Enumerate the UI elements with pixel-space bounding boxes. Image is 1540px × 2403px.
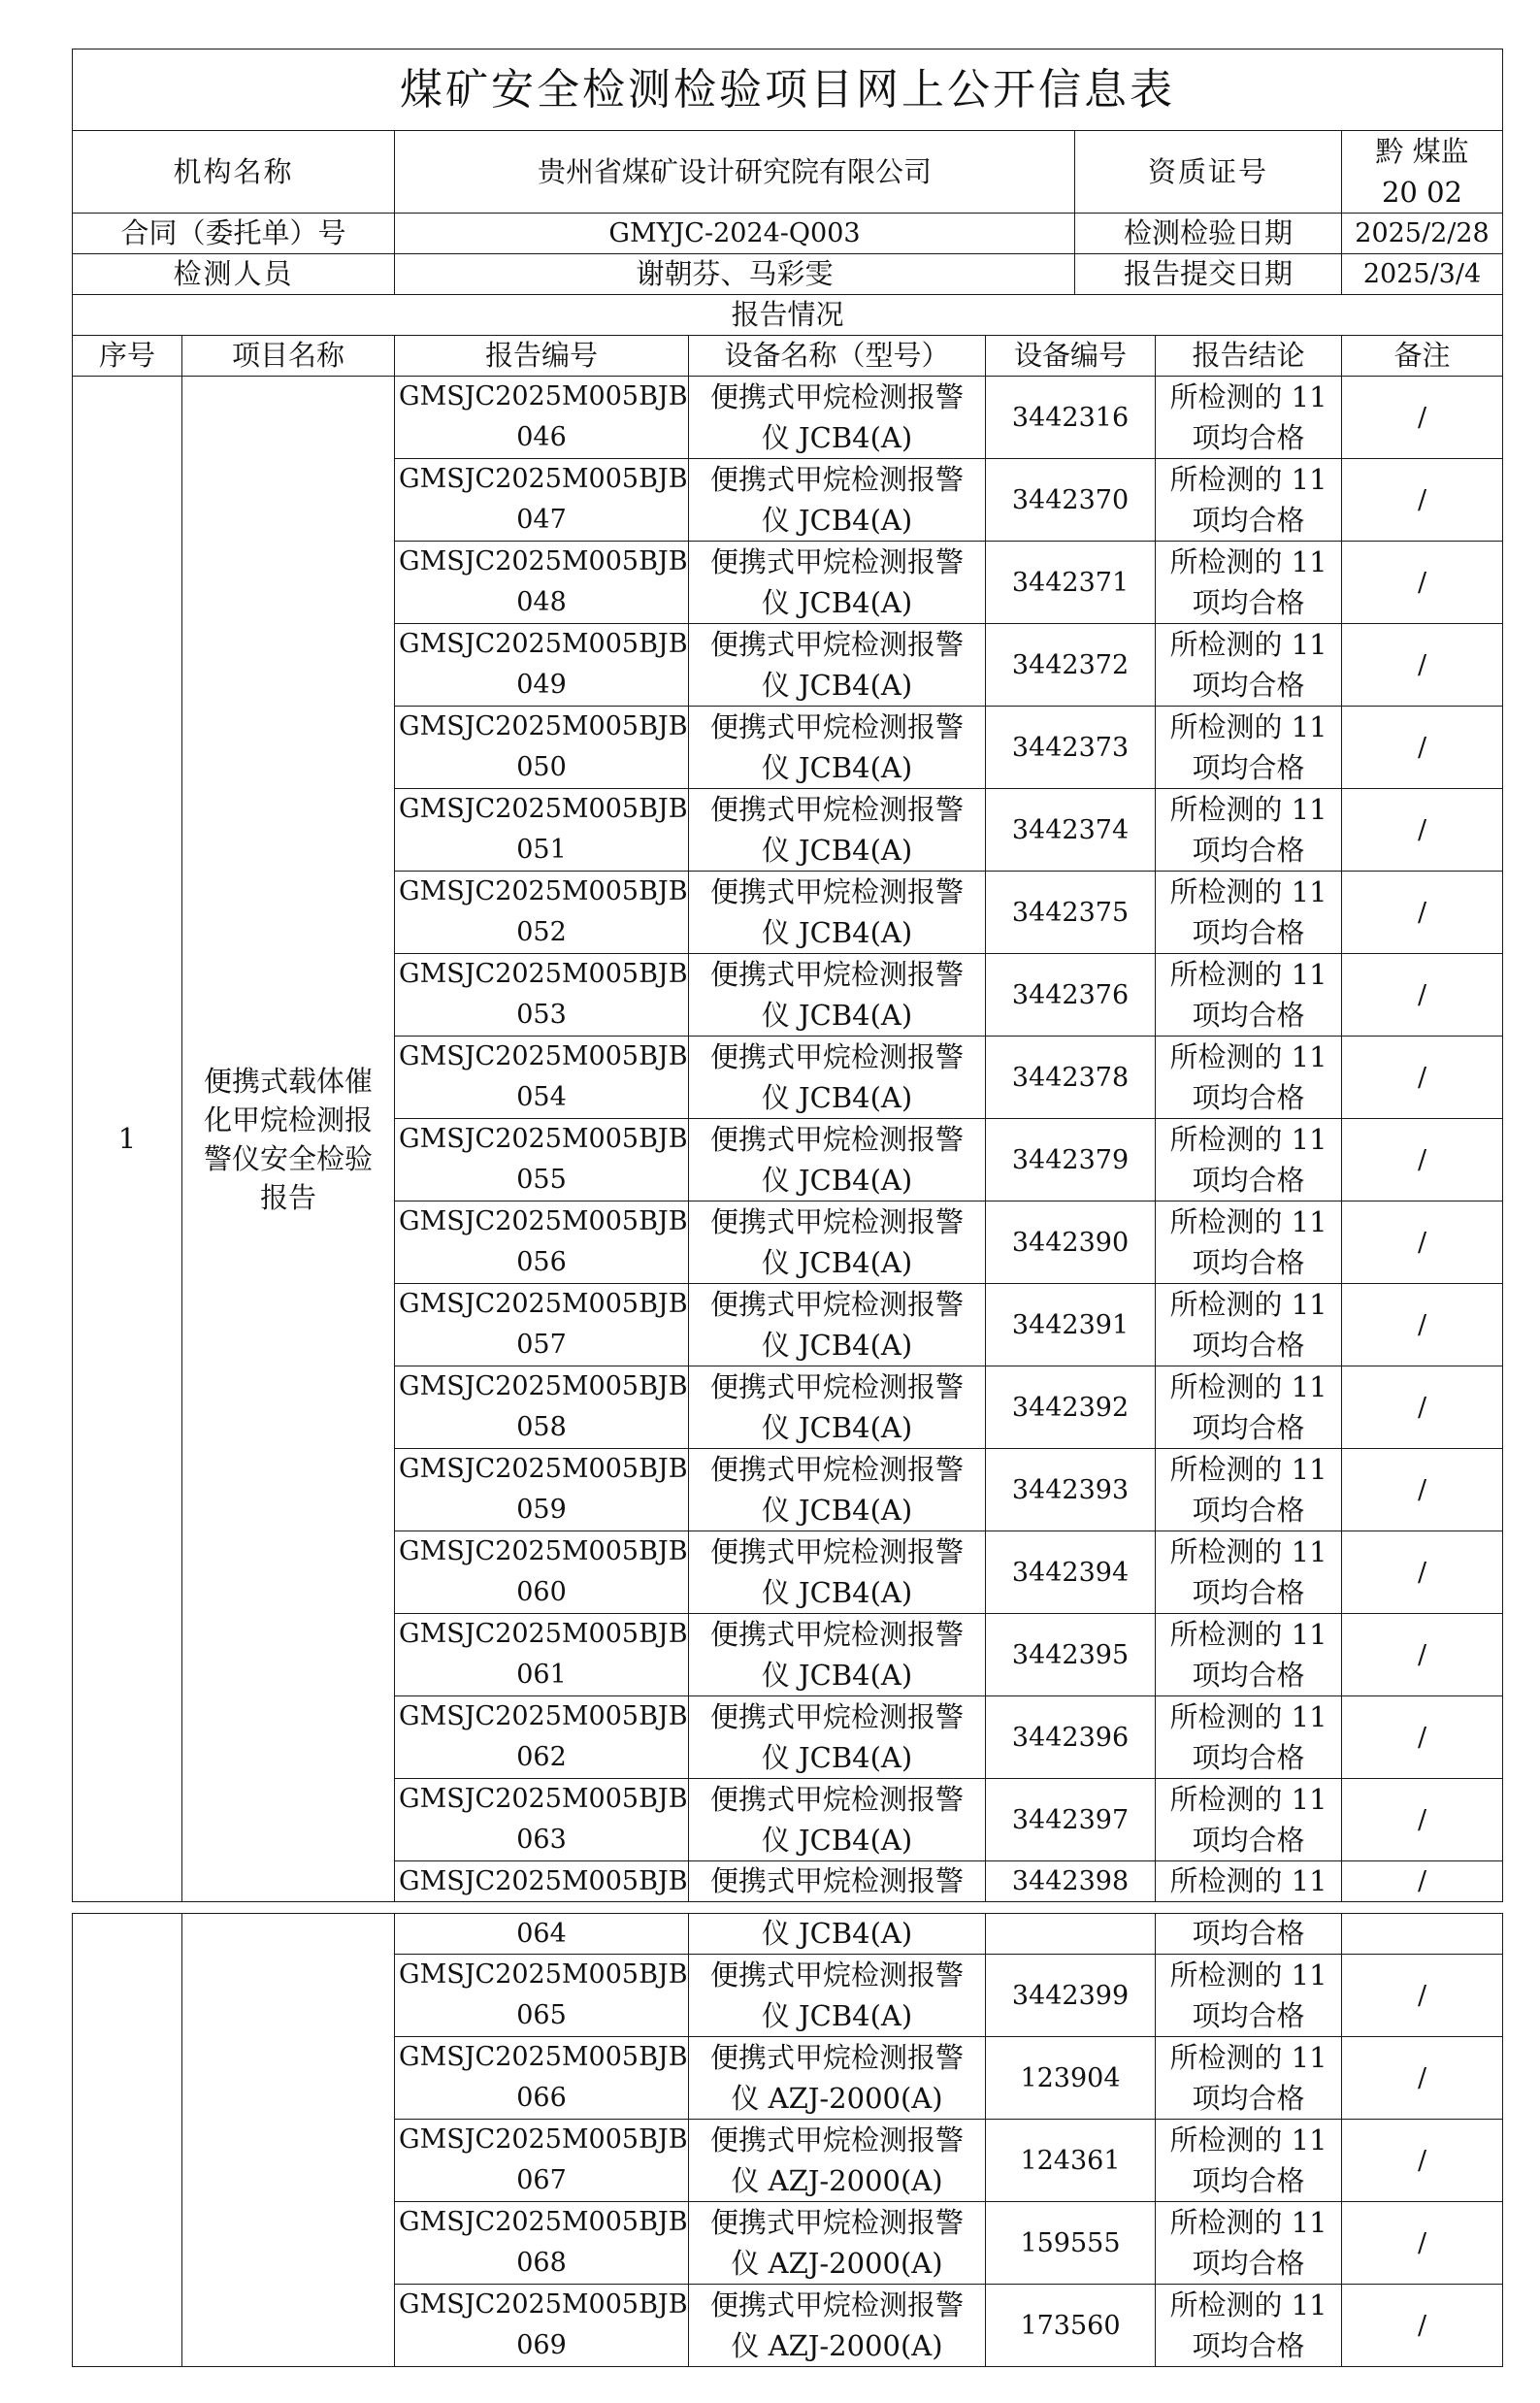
device-name-line2: 仪 JCB4(A) xyxy=(761,1659,913,1692)
item-name xyxy=(182,377,395,1902)
device-name xyxy=(689,872,986,954)
continued-table xyxy=(72,1913,1503,2367)
report-no-line1: GMSJC2025M005BJB xyxy=(399,1371,688,1401)
org-label: 机构名称 xyxy=(73,131,395,214)
device-name xyxy=(689,1284,986,1366)
remark: / xyxy=(1342,872,1503,954)
device-name-line1: 便携式甲烷检测报警 xyxy=(709,1783,964,1816)
device-name-line2: 仪 JCB4(A) xyxy=(761,669,913,702)
report-result-line2: 项均合格 xyxy=(1192,421,1305,454)
report-result-line1: 所检测的 11 xyxy=(1169,2041,1327,2074)
report-no-line2: 055 xyxy=(516,1165,567,1195)
report-result-line2: 项均合格 xyxy=(1192,504,1305,537)
device-name xyxy=(689,542,986,624)
report-no-line2: 067 xyxy=(516,2165,567,2195)
device-serial: 3442394 xyxy=(986,1531,1156,1614)
remark: / xyxy=(1342,789,1503,872)
page-title: 煤矿安全检测检验项目网上公开信息表 xyxy=(73,49,1503,131)
report-result-line1: 所检测的 11 xyxy=(1169,628,1327,661)
report-no-line1: GMSJC2025M005BJB xyxy=(399,959,688,989)
device-name-line2: 仪 JCB4(A) xyxy=(761,1999,913,2032)
report-no-line2: 066 xyxy=(516,2083,567,2113)
device-serial: 3442370 xyxy=(986,459,1156,542)
report-result-line1: 所检测的 11 xyxy=(1169,1453,1327,1486)
report-result-line1: 所检测的 11 xyxy=(1169,793,1327,826)
device-serial: 3442375 xyxy=(986,872,1156,954)
remark: / xyxy=(1342,2285,1503,2367)
report-no-line1: GMSJC2025M005BJB xyxy=(399,1289,688,1319)
device-name-line1: 便携式甲烷检测报警 xyxy=(709,875,964,908)
remark: / xyxy=(1342,1531,1503,1614)
submit-label: 报告提交日期 xyxy=(1075,254,1342,295)
report-result-line2: 项均合格 xyxy=(1192,834,1305,867)
report-result-line2: 项均合格 xyxy=(1192,1329,1305,1362)
device-name-line2: 仪 JCB4(A) xyxy=(761,916,913,949)
report-no xyxy=(395,1696,689,1779)
report-result xyxy=(1156,377,1342,459)
report-no-line1: GMSJC2025M005BJB xyxy=(399,1124,688,1154)
device-serial: 3442395 xyxy=(986,1614,1156,1696)
device-name-line1: 便携式甲烷检测报警 xyxy=(709,1370,964,1403)
report-result-line1: 所检测的 11 xyxy=(1169,1205,1327,1238)
report-result-line2: 项均合格 xyxy=(1192,1659,1305,1692)
report-no-line1: GMSJC2025M005BJB xyxy=(399,381,688,411)
report-result xyxy=(1156,624,1342,707)
device-name-line1: 便携式甲烷检测报警 xyxy=(709,710,964,743)
report-result xyxy=(1156,1779,1342,1861)
report-result-line2: 项均合格 xyxy=(1192,1999,1305,2032)
report-no xyxy=(395,1449,689,1531)
report-result xyxy=(1156,954,1342,1037)
org-value: 贵州省煤矿设计研究院有限公司 xyxy=(395,131,1075,214)
device-name-line2: 仪 JCB4(A) xyxy=(761,1494,913,1527)
report-no xyxy=(395,2037,689,2120)
report-no-line1: GMSJC2025M005BJB xyxy=(399,2207,688,2237)
cert-label: 资质证号 xyxy=(1075,131,1342,214)
report-result-line2: 项均合格 xyxy=(1192,1494,1305,1527)
header-result: 报告结论 xyxy=(1156,336,1342,377)
section-title: 报告情况 xyxy=(73,295,1503,336)
report-result-line2: 项均合格 xyxy=(1192,669,1305,702)
report-no xyxy=(395,2120,689,2202)
report-result-line1: 所检测的 11 xyxy=(1169,1618,1327,1651)
device-serial xyxy=(986,1914,1156,1955)
report-result xyxy=(1156,2202,1342,2285)
report-no xyxy=(395,2285,689,2367)
report-no-line2: 051 xyxy=(516,835,567,865)
item-name-line: 便携式载体催 xyxy=(203,1064,373,1098)
report-no xyxy=(395,1119,689,1202)
report-result xyxy=(1156,1614,1342,1696)
device-name-line2: 仪 AZJ-2000(A) xyxy=(731,2082,943,2115)
cert-value-line1: 黔 煤监 xyxy=(1375,135,1469,168)
device-name-line1: 便携式甲烷检测报警 xyxy=(709,628,964,661)
report-result-line2: 项均合格 xyxy=(1192,999,1305,1032)
device-name-line1: 便携式甲烷检测报警 xyxy=(709,1205,964,1238)
report-result-line2: 项均合格 xyxy=(1192,1411,1305,1444)
device-name-line2: 仪 JCB4(A) xyxy=(761,1164,913,1197)
report-no xyxy=(395,707,689,789)
report-result-line1: 所检测的 11 xyxy=(1169,1040,1327,1073)
remark: / xyxy=(1342,1366,1503,1449)
device-name-line1: 便携式甲烷检测报警 xyxy=(709,463,964,496)
report-no xyxy=(395,1366,689,1449)
device-name-line1: 便携式甲烷检测报警 xyxy=(709,1453,964,1486)
device-name xyxy=(689,1366,986,1449)
remark: / xyxy=(1342,1284,1503,1366)
report-no-line1: GMSJC2025M005BJB xyxy=(399,546,688,576)
report-no: 064 xyxy=(395,1914,689,1955)
report-no-line2: 063 xyxy=(516,1825,567,1855)
report-no-line2: 058 xyxy=(516,1412,567,1442)
device-name xyxy=(689,1955,986,2037)
report-result-line2: 项均合格 xyxy=(1192,1246,1305,1279)
remark: / xyxy=(1342,1955,1503,2037)
device-serial: 3442397 xyxy=(986,1779,1156,1861)
contract-value: GMYJC-2024-Q003 xyxy=(395,214,1075,254)
remark: / xyxy=(1342,954,1503,1037)
device-serial: 3442316 xyxy=(986,377,1156,459)
report-no-line2: 061 xyxy=(516,1660,567,1690)
report-no xyxy=(395,2202,689,2285)
device-name xyxy=(689,1614,986,1696)
device-name-line2: 仪 JCB4(A) xyxy=(761,1246,913,1279)
device-name xyxy=(689,1037,986,1119)
report-result: 所检测的 11 xyxy=(1156,1861,1342,1902)
item-seq: 1 xyxy=(73,377,182,1902)
report-no-line2: 050 xyxy=(516,752,567,782)
device-name xyxy=(689,1119,986,1202)
remark: / xyxy=(1342,1779,1503,1861)
submit-value: 2025/3/4 xyxy=(1342,254,1503,295)
header-report-no: 报告编号 xyxy=(395,336,689,377)
device-serial: 124361 xyxy=(986,2120,1156,2202)
remark: / xyxy=(1342,1449,1503,1531)
report-no-line1: GMSJC2025M005BJB xyxy=(399,629,688,659)
device-name-line2: 仪 JCB4(A) xyxy=(761,1411,913,1444)
report-result-line1: 所检测的 11 xyxy=(1169,1535,1327,1568)
report-result-line2: 项均合格 xyxy=(1192,1081,1305,1114)
report-result-line1: 所检测的 11 xyxy=(1169,463,1327,496)
item-name-line: 报告 xyxy=(259,1180,316,1214)
report-result-line1: 所检测的 11 xyxy=(1169,545,1327,578)
report-no xyxy=(395,1202,689,1284)
report-no-line1: GMSJC2025M005BJB xyxy=(399,711,688,741)
device-name-line1: 便携式甲烷检测报警 xyxy=(709,1700,964,1733)
device-name-line2: 仪 JCB4(A) xyxy=(761,751,913,784)
report-no-line1: GMSJC2025M005BJB xyxy=(399,464,688,494)
device-name xyxy=(689,954,986,1037)
report-no-line2: 056 xyxy=(516,1247,567,1277)
report-no: GMSJC2025M005BJB xyxy=(395,1861,689,1902)
device-serial: 3442371 xyxy=(986,542,1156,624)
device-name-line1: 便携式甲烷检测报警 xyxy=(709,1288,964,1321)
device-name: 便携式甲烷检测报警 xyxy=(689,1861,986,1902)
device-name xyxy=(689,789,986,872)
remark: / xyxy=(1342,1202,1503,1284)
report-result-line2: 项均合格 xyxy=(1192,2247,1305,2280)
report-no-line1: GMSJC2025M005BJB xyxy=(399,1041,688,1071)
device-serial: 3442391 xyxy=(986,1284,1156,1366)
report-result xyxy=(1156,2285,1342,2367)
device-serial: 159555 xyxy=(986,2202,1156,2285)
device-name-line1: 便携式甲烷检测报警 xyxy=(709,1959,964,1992)
report-result: 项均合格 xyxy=(1156,1914,1342,1955)
device-name xyxy=(689,1531,986,1614)
device-name xyxy=(689,2202,986,2285)
report-result xyxy=(1156,789,1342,872)
device-serial: 3442376 xyxy=(986,954,1156,1037)
report-no-line2: 046 xyxy=(516,422,567,452)
header-seq: 序号 xyxy=(73,336,182,377)
device-serial: 3442378 xyxy=(986,1037,1156,1119)
header-serial: 设备编号 xyxy=(986,336,1156,377)
report-no-line1: GMSJC2025M005BJB xyxy=(399,794,688,824)
device-name xyxy=(689,707,986,789)
report-no-line2: 069 xyxy=(516,2330,567,2360)
device-name-line2: 仪 AZJ-2000(A) xyxy=(731,2329,943,2362)
report-no xyxy=(395,789,689,872)
report-no-line1: GMSJC2025M005BJB xyxy=(399,1206,688,1236)
contract-label: 合同（委托单）号 xyxy=(73,214,395,254)
report-no-line1: GMSJC2025M005BJB xyxy=(399,2042,688,2072)
report-no-line1: GMSJC2025M005BJB xyxy=(399,1619,688,1649)
report-no xyxy=(395,377,689,459)
device-serial: 3442392 xyxy=(986,1366,1156,1449)
report-result-line1: 所检测的 11 xyxy=(1169,875,1327,908)
report-result-line2: 项均合格 xyxy=(1192,1164,1305,1197)
date-label: 检测检验日期 xyxy=(1075,214,1342,254)
device-name-line2: 仪 JCB4(A) xyxy=(761,421,913,454)
remark: / xyxy=(1342,1037,1503,1119)
report-result xyxy=(1156,2120,1342,2202)
report-no-line2: 068 xyxy=(516,2248,567,2278)
item-name-line: 化甲烷检测报 xyxy=(203,1103,373,1136)
report-no-line2: 052 xyxy=(516,917,567,947)
report-result-line2: 项均合格 xyxy=(1192,1824,1305,1857)
device-name xyxy=(689,1696,986,1779)
report-result-line2: 项均合格 xyxy=(1192,2082,1305,2115)
device-serial: 3442393 xyxy=(986,1449,1156,1531)
device-name-line2: 仪 JCB4(A) xyxy=(761,586,913,619)
header-project: 项目名称 xyxy=(182,336,395,377)
device-name xyxy=(689,624,986,707)
report-no-line1: GMSJC2025M005BJB xyxy=(399,876,688,906)
report-result xyxy=(1156,1037,1342,1119)
device-name xyxy=(689,2120,986,2202)
remark: / xyxy=(1342,624,1503,707)
report-no xyxy=(395,459,689,542)
report-result xyxy=(1156,1955,1342,2037)
report-result-line2: 项均合格 xyxy=(1192,2164,1305,2197)
device-name xyxy=(689,1779,986,1861)
report-no xyxy=(395,872,689,954)
device-serial: 123904 xyxy=(986,2037,1156,2120)
report-result xyxy=(1156,1696,1342,1779)
report-no-line2: 047 xyxy=(516,505,567,535)
remark: / xyxy=(1342,542,1503,624)
report-result-line1: 所检测的 11 xyxy=(1169,380,1327,413)
report-no xyxy=(395,1037,689,1119)
device-serial: 3442399 xyxy=(986,1955,1156,2037)
report-result-line1: 所检测的 11 xyxy=(1169,958,1327,991)
device-name xyxy=(689,377,986,459)
remark: / xyxy=(1342,1614,1503,1696)
device-name: 仪 JCB4(A) xyxy=(689,1914,986,1955)
staff-value: 谢朝芬、马彩雯 xyxy=(395,254,1075,295)
report-result-line1: 所检测的 11 xyxy=(1169,1783,1327,1816)
remark: / xyxy=(1342,377,1503,459)
remark: / xyxy=(1342,1861,1503,1902)
remark xyxy=(1342,1914,1503,1955)
report-no-line1: GMSJC2025M005BJB xyxy=(399,1701,688,1731)
device-name-line1: 便携式甲烷检测报警 xyxy=(709,1618,964,1651)
report-no xyxy=(395,542,689,624)
report-result-line1: 所检测的 11 xyxy=(1169,1123,1327,1156)
report-no-line1: GMSJC2025M005BJB xyxy=(399,1959,688,1990)
device-name xyxy=(689,1202,986,1284)
report-no-line2: 060 xyxy=(516,1577,567,1607)
staff-label: 检测人员 xyxy=(73,254,395,295)
remark: / xyxy=(1342,1696,1503,1779)
report-result-line2: 项均合格 xyxy=(1192,1576,1305,1609)
report-result-line2: 项均合格 xyxy=(1192,586,1305,619)
report-result-line2: 项均合格 xyxy=(1192,2329,1305,2362)
device-serial: 3442398 xyxy=(986,1861,1156,1902)
report-result-line2: 项均合格 xyxy=(1192,751,1305,784)
report-no xyxy=(395,624,689,707)
remark: / xyxy=(1342,707,1503,789)
report-result-line1: 所检测的 11 xyxy=(1169,1288,1327,1321)
report-result-line1: 所检测的 11 xyxy=(1169,710,1327,743)
report-result-line1: 所检测的 11 xyxy=(1169,2206,1327,2239)
device-name-line2: 仪 JCB4(A) xyxy=(761,999,913,1032)
device-name xyxy=(689,1449,986,1531)
device-name-line2: 仪 JCB4(A) xyxy=(761,1576,913,1609)
report-result-line1: 所检测的 11 xyxy=(1169,2288,1327,2321)
remark: / xyxy=(1342,459,1503,542)
device-name-line1: 便携式甲烷检测报警 xyxy=(709,1040,964,1073)
remark: / xyxy=(1342,2202,1503,2285)
remark: / xyxy=(1342,2037,1503,2120)
item-seq-continued xyxy=(73,1914,182,2367)
device-serial: 3442379 xyxy=(986,1119,1156,1202)
report-result-line1: 所检测的 11 xyxy=(1169,1700,1327,1733)
device-name-line2: 仪 JCB4(A) xyxy=(761,1329,913,1362)
report-result xyxy=(1156,707,1342,789)
report-no xyxy=(395,1955,689,2037)
device-name-line1: 便携式甲烷检测报警 xyxy=(709,958,964,991)
header-device: 设备名称（型号） xyxy=(689,336,986,377)
report-no-line2: 054 xyxy=(516,1082,567,1112)
report-result-line1: 所检测的 11 xyxy=(1169,1370,1327,1403)
report-no xyxy=(395,1614,689,1696)
report-result xyxy=(1156,1531,1342,1614)
remark: / xyxy=(1342,2120,1503,2202)
device-name-line2: 仪 AZJ-2000(A) xyxy=(731,2247,943,2280)
header-remark: 备注 xyxy=(1342,336,1503,377)
report-result-line1: 所检测的 11 xyxy=(1169,2123,1327,2156)
device-name-line1: 便携式甲烷检测报警 xyxy=(709,1123,964,1156)
device-name-line1: 便携式甲烷检测报警 xyxy=(709,2288,964,2321)
report-result-line2: 项均合格 xyxy=(1192,1741,1305,1774)
report-no-line2: 057 xyxy=(516,1330,567,1360)
table-row xyxy=(73,1914,1503,1955)
device-name-line2: 仪 JCB4(A) xyxy=(761,1081,913,1114)
cert-value-line2: 20 02 xyxy=(1381,176,1463,209)
report-result xyxy=(1156,872,1342,954)
device-serial: 3442374 xyxy=(986,789,1156,872)
report-result xyxy=(1156,1284,1342,1366)
header-row xyxy=(73,336,1503,377)
device-name xyxy=(689,2285,986,2367)
report-no xyxy=(395,1284,689,1366)
report-result xyxy=(1156,2037,1342,2120)
device-serial: 3442390 xyxy=(986,1202,1156,1284)
report-no-line2: 065 xyxy=(516,2000,567,2030)
report-no-line2: 062 xyxy=(516,1742,567,1772)
report-no-line2: 048 xyxy=(516,587,567,617)
report-no-line1: GMSJC2025M005BJB xyxy=(399,2124,688,2155)
report-no-line2: 049 xyxy=(516,670,567,700)
report-result xyxy=(1156,1366,1342,1449)
device-serial: 3442373 xyxy=(986,707,1156,789)
date-value: 2025/2/28 xyxy=(1342,214,1503,254)
item-name-continued xyxy=(182,1914,395,2367)
device-serial: 173560 xyxy=(986,2285,1156,2367)
report-result xyxy=(1156,1119,1342,1202)
device-name-line2: 仪 JCB4(A) xyxy=(761,1824,913,1857)
report-result-line2: 项均合格 xyxy=(1192,916,1305,949)
device-name-line1: 便携式甲烷检测报警 xyxy=(709,793,964,826)
report-no-line1: GMSJC2025M005BJB xyxy=(399,1784,688,1814)
table-row xyxy=(73,377,1503,459)
report-no-line1: GMSJC2025M005BJB xyxy=(399,1454,688,1484)
device-name-line1: 便携式甲烷检测报警 xyxy=(709,2206,964,2239)
item-name-line: 警仪安全检验 xyxy=(203,1141,373,1175)
report-no-line1: GMSJC2025M005BJB xyxy=(399,2289,688,2320)
device-name xyxy=(689,459,986,542)
device-name-line1: 便携式甲烷检测报警 xyxy=(709,1535,964,1568)
report-result xyxy=(1156,1449,1342,1531)
report-result xyxy=(1156,542,1342,624)
report-no xyxy=(395,954,689,1037)
report-no-line1: GMSJC2025M005BJB xyxy=(399,1536,688,1566)
device-name-line2: 仪 JCB4(A) xyxy=(761,834,913,867)
report-no-line2: 059 xyxy=(516,1495,567,1525)
info-table xyxy=(72,49,1503,1902)
report-no xyxy=(395,1531,689,1614)
device-name-line1: 便携式甲烷检测报警 xyxy=(709,380,964,413)
cert-value xyxy=(1342,131,1503,214)
device-name-line1: 便携式甲烷检测报警 xyxy=(709,545,964,578)
report-result xyxy=(1156,1202,1342,1284)
device-name-line1: 便携式甲烷检测报警 xyxy=(709,2123,964,2156)
device-name-line2: 仪 JCB4(A) xyxy=(761,1741,913,1774)
report-no xyxy=(395,1779,689,1861)
remark: / xyxy=(1342,1119,1503,1202)
report-result xyxy=(1156,459,1342,542)
device-name-line2: 仪 JCB4(A) xyxy=(761,504,913,537)
device-name xyxy=(689,2037,986,2120)
device-name-line1: 便携式甲烷检测报警 xyxy=(709,2041,964,2074)
device-name-line2: 仪 AZJ-2000(A) xyxy=(731,2164,943,2197)
device-serial: 3442372 xyxy=(986,624,1156,707)
report-no-line2: 053 xyxy=(516,1000,567,1030)
device-serial: 3442396 xyxy=(986,1696,1156,1779)
report-result-line1: 所检测的 11 xyxy=(1169,1959,1327,1992)
